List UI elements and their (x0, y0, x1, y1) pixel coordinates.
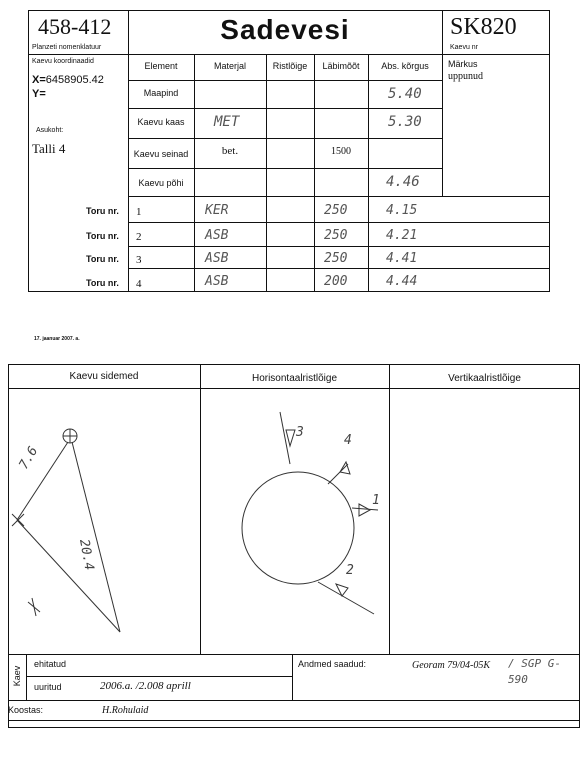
row-element: Kaevu põhi (138, 178, 184, 188)
row-element: Kaevu kaas (137, 117, 185, 127)
remarks-label: Märkus (448, 59, 478, 69)
data-from-value: Georam 79/04-05K (412, 660, 491, 671)
pipe-num: 4 (136, 278, 142, 290)
date-note: 17. jaanuar 2007. a. (34, 336, 80, 342)
footer-mid-divider (292, 654, 293, 700)
pipe-elevation: 4.44 (386, 274, 418, 289)
pipe-line (352, 508, 378, 510)
row-elevation: 4.46 (386, 174, 420, 190)
panel-title-vertical: Vertikaalristlõige (448, 373, 521, 384)
x-value: 6458905.42 (45, 74, 104, 86)
coords-label: Kaevu koordinaadid (32, 58, 94, 65)
measured-value: 2006.a. /2.008 aprill (100, 680, 191, 692)
pipe-line (318, 582, 374, 614)
built-label: ehitatud (34, 659, 67, 669)
page-title: Sadevesi (220, 14, 350, 45)
tie-line (72, 442, 120, 632)
pipe-label: Toru nr. (86, 206, 119, 216)
tie-line (17, 520, 120, 632)
point-symbol-icon (12, 514, 24, 526)
pipe-elevation: 4.15 (386, 203, 418, 218)
pipe-diameter: 200 (324, 274, 348, 289)
pipe-label-3: 3 (296, 425, 304, 440)
pipe-material: KER (205, 203, 229, 218)
location-label: Asukoht: (36, 127, 64, 134)
author-value: H.Rohulaid (102, 705, 149, 716)
pipe-elevation: 4.41 (386, 251, 418, 266)
pipe-diameter: 250 (324, 228, 348, 243)
pipe-num: 3 (136, 254, 142, 266)
pipe-label: Toru nr. (86, 254, 119, 264)
sketch-dist-diag: 20.4 (76, 538, 97, 572)
footer-side-divider (26, 654, 27, 700)
pipe-label: Toru nr. (86, 231, 119, 241)
col-header-elevation: Abs. kõrgus (381, 61, 429, 71)
measured-label: uuritud (34, 682, 62, 692)
pipe-line (328, 464, 348, 484)
col-header-material: Materjal (213, 61, 246, 71)
remarks-value: uppunud (448, 71, 483, 82)
plan-label: Planzeti nomenklatuur (32, 44, 102, 51)
row-elevation: 5.40 (388, 86, 422, 102)
point-symbol-icon (28, 598, 40, 616)
row-diameter: 1500 (331, 146, 351, 157)
well-circle (242, 472, 354, 584)
pipe-material: ASB (205, 274, 229, 289)
pipe-label-1: 1 (372, 493, 380, 508)
plan-number: 458-412 (38, 14, 112, 39)
pipe-num: 1 (136, 206, 142, 218)
data-from-note: / SGP G-590 (508, 657, 561, 686)
sketch-dist-top: 7.6 (16, 444, 42, 472)
pipe-material: ASB (205, 228, 229, 243)
footer-bottom-line (8, 700, 580, 701)
col-header-section: Ristlõige (272, 61, 308, 71)
author-label: Koostas: (8, 705, 44, 715)
pipe-label: Toru nr. (86, 278, 119, 288)
pipe-elevation: 4.21 (386, 228, 418, 243)
panel-title-connections: Kaevu sidemed (69, 371, 139, 382)
data-from-label: Andmed saadud: (298, 659, 367, 669)
footer-row-line (26, 676, 292, 677)
well-label: Kaevu nr (450, 44, 479, 51)
row-element: Kaevu seinad (133, 149, 189, 159)
pipe-diameter: 250 (324, 251, 348, 266)
side-label: Kaev (12, 665, 22, 687)
author-line (8, 720, 580, 721)
pipe-label-4: 4 (344, 433, 352, 448)
pipe-diameter: 250 (324, 203, 348, 218)
location-value: Talli 4 (32, 141, 66, 156)
row-material: MET (214, 114, 240, 130)
arrow-icon (286, 430, 295, 446)
pipe-num: 2 (136, 231, 142, 243)
row-elevation: 5.30 (388, 114, 422, 130)
arrow-icon (336, 584, 348, 596)
pipe-label-2: 2 (346, 563, 354, 578)
well-id: SK820 (450, 14, 517, 40)
x-label: X= (32, 74, 46, 86)
panel-title-horizontal: Horisontaalristlõige (251, 373, 338, 384)
arrow-icon (359, 504, 370, 516)
row-element: Maapind (143, 88, 179, 98)
pipe-material: ASB (205, 251, 229, 266)
col-header-element: Element (144, 61, 178, 71)
row-material: bet. (221, 145, 239, 157)
col-header-diameter: Läbimõõt (322, 61, 360, 71)
arrow-icon (340, 462, 350, 474)
y-label: Y= (32, 88, 46, 100)
